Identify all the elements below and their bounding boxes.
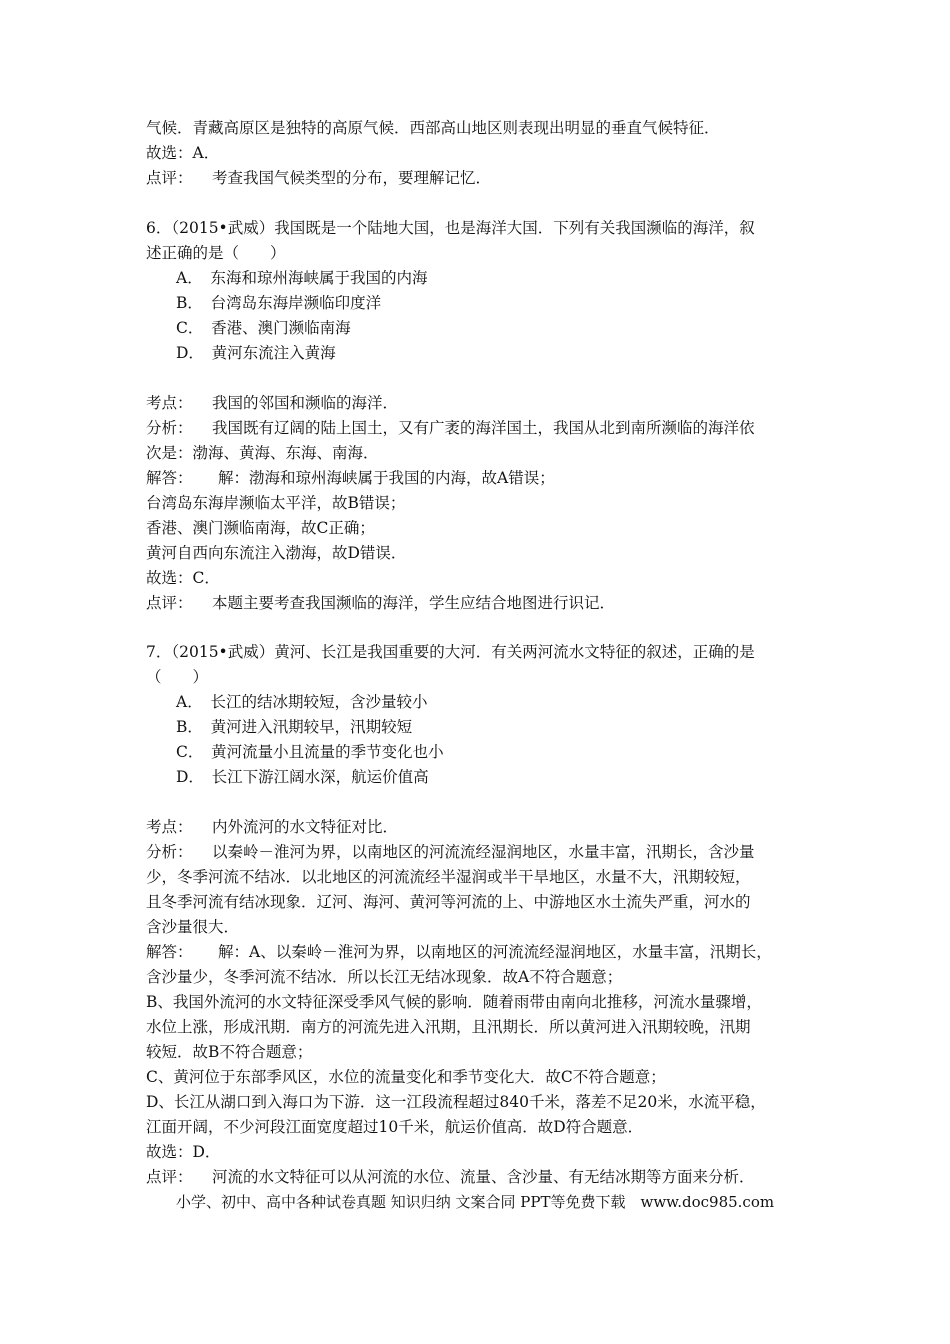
q7-jieda xyxy=(146,942,772,962)
q7-jieda-line-2: 含沙量少，冬季河流不结冰．所以长江无结冰现象．故A不符合题意； xyxy=(146,968,623,986)
q6-option-a: A． 东海和琼州海峡属于我国的内海 xyxy=(176,269,428,287)
q7-stem-line-2: （ ） xyxy=(146,668,209,686)
fenxi-label: 分析： xyxy=(146,419,193,437)
jieda-text: 解：A、以秦岭－淮河为界，以南地区的河流流经湿润地区，水量丰富，汛期长， xyxy=(218,943,772,961)
q6-jieda xyxy=(146,468,555,488)
comment-text: 本题主要考查我国濒临的海洋，学生应结合地图进行识记． xyxy=(212,594,616,612)
q7-option-d: D． 长江下游江阔水深，航运价值高 xyxy=(176,768,429,786)
comment-label: 点评： xyxy=(146,1168,193,1186)
prev-explanation-line: 气候．青藏高原区是独特的高原气候．西部高山地区则表现出明显的垂直气候特征． xyxy=(146,119,720,137)
q6-fenxi-line-2: 次是：渤海、黄海、东海、南海． xyxy=(146,444,379,462)
kaodian-text: 内外流河的水文特征对比． xyxy=(212,818,399,836)
q7-jieda-line-4: 水位上涨，形成汛期．南方的河流先进入汛期，且汛期长．所以黄河进入汛期较晚，汛期 xyxy=(146,1018,751,1036)
q6-fenxi xyxy=(146,418,755,438)
jieda-text: 解：渤海和琼州海峡属于我国的内海，故A错误； xyxy=(218,469,555,487)
fenxi-text: 我国既有辽阔的陆上国土，又有广袤的海洋国土，我国从北到南所濒临的海洋依 xyxy=(212,419,755,437)
q6-option-b: B． 台湾岛东海岸濒临印度洋 xyxy=(176,294,382,312)
comment-text: 考查我国气候类型的分布，要理解记忆． xyxy=(212,169,492,187)
q7-fenxi-line-4: 含沙量很大． xyxy=(146,918,240,936)
q7-fenxi-line-3: 且冬季河流有结冰现象．辽河、海河、黄河等河流的上、中游地区水土流失严重，河水的 xyxy=(146,893,751,911)
q7-fenxi xyxy=(146,842,755,862)
q6-option-d: D． 黄河东流注入黄海 xyxy=(176,344,336,362)
q7-kaodian xyxy=(146,817,398,837)
q7-jieda-line-8: 江面开阔，不少河段江面宽度超过10千米，航运价值高．故D符合题意． xyxy=(146,1118,644,1136)
q7-jieda-line-3: B、我国外流河的水文特征深受季风气候的影响．随着雨带由南向北推移，河流水量骤增， xyxy=(146,993,762,1011)
comment-label: 点评： xyxy=(146,594,193,612)
q7-option-b: B． 黄河进入汛期较早，汛期较短 xyxy=(176,718,413,736)
q7-answer: 故选：D． xyxy=(146,1143,221,1161)
q7-option-a: A． 长江的结冰期较短，含沙量较小 xyxy=(176,693,428,711)
q6-jieda-line-3: 香港、澳门濒临南海，故C正确； xyxy=(146,519,375,537)
q7-jieda-line-6: C、黄河位于东部季风区，水位的流量变化和季节变化大．故C不符合题意； xyxy=(146,1068,666,1086)
jieda-label: 解答： xyxy=(146,943,193,961)
kaodian-label: 考点： xyxy=(146,818,193,836)
page-footer: 小学、初中、高中各种试卷真题 知识归纳 文案合同 PPT等免费下载 www.doc985.com xyxy=(176,1193,775,1211)
q6-jieda-line-4: 黄河自西向东流注入渤海，故D错误． xyxy=(146,544,407,562)
q7-comment xyxy=(146,1167,755,1187)
comment-text: 河流的水文特征可以从河流的水位、流量、含沙量、有无结冰期等方面来分析． xyxy=(212,1168,755,1186)
fenxi-label: 分析： xyxy=(146,843,193,861)
q7-fenxi-line-2: 少，冬季河流不结冰．以北地区的河流流经半湿润或半干旱地区，水量不大，汛期较短， xyxy=(146,868,751,886)
comment-label: 点评： xyxy=(146,169,193,187)
prev-answer: 故选：A． xyxy=(146,144,220,162)
q6-kaodian xyxy=(146,393,398,413)
q6-stem-line-1: 6．（2015•武威）我国既是一个陆地大国，也是海洋大国．下列有关我国濒临的海洋，叙 xyxy=(146,219,755,237)
fenxi-text: 以秦岭－淮河为界，以南地区的河流流经湿润地区，水量丰富，汛期长，含沙量 xyxy=(212,843,755,861)
prev-comment xyxy=(146,168,491,188)
q7-option-c: C． 黄河流量小且流量的季节变化也小 xyxy=(176,743,444,761)
q7-jieda-line-5: 较短．故B不符合题意； xyxy=(146,1043,313,1061)
jieda-label: 解答： xyxy=(146,469,193,487)
kaodian-text: 我国的邻国和濒临的海洋． xyxy=(212,394,399,412)
q6-comment xyxy=(146,593,615,613)
q7-jieda-line-7: D、长江从湖口到入海口为下游．这一江段流程超过840千米，落差不足20米，水流平稳， xyxy=(146,1093,766,1111)
q6-option-c: C． 香港、澳门濒临南海 xyxy=(176,319,351,337)
q6-jieda-line-2: 台湾岛东海岸濒临太平洋，故B错误； xyxy=(146,494,406,512)
kaodian-label: 考点： xyxy=(146,394,193,412)
q6-answer: 故选：C． xyxy=(146,569,220,587)
q7-stem-line-1: 7．（2015•武威）黄河、长江是我国重要的大河．有关两河流水文特征的叙述，正确的是 xyxy=(146,643,755,661)
q6-stem-line-2: 述正确的是（ ） xyxy=(146,244,286,262)
